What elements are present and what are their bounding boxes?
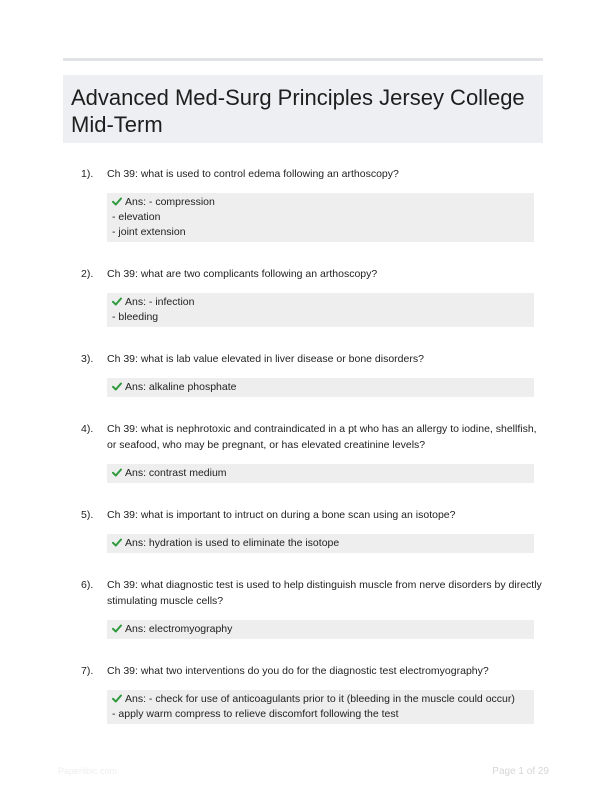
question-number: 2).	[81, 268, 94, 280]
question-item	[63, 260, 543, 327]
question-number: 6).	[81, 579, 94, 591]
question-item	[63, 415, 543, 483]
question-row	[63, 571, 543, 609]
answer-text: - elevation	[112, 211, 161, 223]
question-row	[63, 160, 543, 182]
question-item	[63, 657, 543, 724]
answer-line	[112, 225, 530, 240]
question-number: 4).	[81, 423, 94, 435]
question-row	[63, 415, 543, 453]
top-divider	[63, 58, 543, 61]
check-icon	[112, 468, 122, 477]
question-text: Ch 39: what is used to control edema following an arthoscopy?	[107, 168, 399, 180]
check-icon	[112, 694, 122, 703]
check-icon	[112, 297, 122, 306]
check-icon	[112, 624, 122, 633]
answer-line	[112, 310, 530, 325]
answer-text: - bleeding	[112, 311, 159, 323]
answer-line	[112, 707, 530, 722]
question-text: Ch 39: what is nephrotoxic and contraindicated in a pt who has an allergy to iodine, shellfish, or seafood, who may be pregnant, or has elevated creatinine levels?	[107, 423, 537, 451]
title-banner	[63, 75, 543, 143]
answer-text: Ans: alkaline phosphate	[125, 381, 237, 393]
answer-line	[112, 380, 530, 395]
answer-box	[107, 464, 534, 483]
footer-watermark: Paperlibic.com	[58, 766, 118, 776]
answer-box	[107, 378, 534, 397]
question-item	[63, 501, 543, 553]
question-row	[63, 501, 543, 523]
answer-box	[107, 690, 534, 724]
answer-line	[112, 210, 530, 225]
question-number: 7).	[81, 665, 94, 677]
question-text: Ch 39: what is lab value elevated in liver disease or bone disorders?	[107, 353, 424, 365]
answer-text: - apply warm compress to relieve discomfort following the test	[112, 708, 399, 720]
answer-text: - joint extension	[112, 226, 186, 238]
answer-text: Ans: hydration is used to eliminate the isotope	[125, 537, 340, 549]
question-item	[63, 571, 543, 639]
question-text: Ch 39: what are two complicants following an arthoscopy?	[107, 268, 378, 280]
answer-line	[112, 195, 530, 210]
answer-box	[107, 620, 534, 639]
check-icon	[112, 538, 122, 547]
question-list	[63, 160, 543, 742]
answer-text: Ans: contrast medium	[125, 467, 227, 479]
answer-box	[107, 293, 534, 327]
question-row	[63, 657, 543, 679]
question-item	[63, 345, 543, 397]
page-indicator: Page 1 of 29	[492, 766, 549, 777]
question-text: Ch 39: what two interventions do you do for the diagnostic test electromyography?	[107, 665, 489, 677]
answer-box	[107, 534, 534, 553]
question-number: 5).	[81, 509, 94, 521]
check-icon	[112, 197, 122, 206]
question-number: 3).	[81, 353, 94, 365]
question-row	[63, 260, 543, 282]
answer-text: Ans: - compression	[125, 196, 215, 208]
answer-text: Ans: electromyography	[125, 623, 233, 635]
answer-text: Ans: - infection	[125, 296, 195, 308]
answer-line	[112, 692, 530, 707]
answer-line	[112, 536, 530, 551]
document-title: Advanced Med-Surg Principles Jersey College Mid-Term	[71, 85, 525, 137]
question-text: Ch 39: what diagnostic test is used to help distinguish muscle from nerve disorders by directly stimulating muscle cells?	[107, 579, 542, 607]
question-text: Ch 39: what is important to intruct on during a bone scan using an isotope?	[107, 509, 456, 521]
answer-text: Ans: - check for use of anticoagulants prior to it (bleeding in the muscle could occur)	[125, 693, 515, 705]
check-icon	[112, 382, 122, 391]
question-number: 1).	[81, 168, 94, 180]
question-item	[63, 160, 543, 242]
answer-box	[107, 193, 534, 242]
answer-line	[112, 295, 530, 310]
answer-line	[112, 622, 530, 637]
answer-line	[112, 466, 530, 481]
question-row	[63, 345, 543, 367]
